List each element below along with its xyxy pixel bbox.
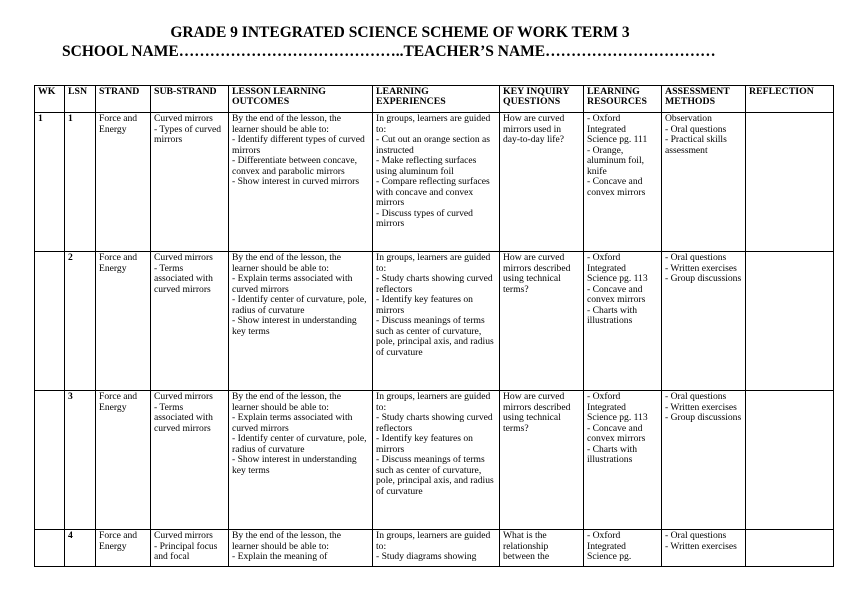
resources-cell-line: - Concave and convex mirrors: [587, 283, 646, 305]
table-row: [35, 113, 834, 252]
table-header-row: [35, 86, 834, 113]
substrand-cell: [151, 530, 229, 567]
column-header-sub-strand: SUB-STRAND: [151, 86, 229, 113]
assessment-cell-line: - Oral questions: [665, 391, 727, 402]
column-header-lsn: LSN: [65, 86, 96, 113]
outcomes-cell-line: By the end of the lesson, the learner should be able to:: [232, 113, 341, 135]
resources-cell-line: - Charts with illustrations: [587, 443, 638, 465]
outcomes-cell: [229, 113, 373, 252]
inquiry-questions-cell: What is the relationship between the: [500, 530, 584, 567]
document-title: GRADE 9 INTEGRATED SCIENCE SCHEME OF WORK TERM 3: [170, 24, 630, 41]
column-header-learning-experiences: LEARNING EXPERIENCES: [373, 86, 500, 113]
assessment-cell-line: - Group discussions: [665, 412, 742, 423]
experiences-cell-line: - Study charts showing curved reflectors: [376, 412, 493, 434]
experiences-cell-line: - Discuss meanings of terms such as center of curvature, pole, principal axis, and radius of curvature: [376, 315, 494, 358]
column-header-reflection: REFLECTION: [746, 86, 834, 113]
resources-cell-line: - Oxford Integrated Science pg. 111: [587, 113, 648, 145]
column-header-assessment-methods: ASSESSMENT METHODS: [662, 86, 746, 113]
resources-cell-line: - Oxford Integrated Science pg. 113: [587, 252, 648, 284]
experiences-cell-line: In groups, learners are guided to:: [376, 113, 491, 135]
assessment-cell: [662, 391, 746, 530]
substrand-cell: [151, 391, 229, 530]
outcomes-cell-line: By the end of the lesson, the learner should be able to:: [232, 391, 341, 413]
substrand-cell-line: - Terms associated with curved mirrors: [154, 401, 213, 434]
outcomes-cell-line: - Differentiate between concave, convex and parabolic mirrors: [232, 155, 358, 177]
column-header-lesson-learning-outcomes: LESSON LEARNING OUTCOMES: [229, 86, 373, 113]
resources-cell-line: - Charts with illustrations: [587, 304, 638, 326]
experiences-cell-line: In groups, learners are guided to:: [376, 391, 491, 413]
outcomes-cell-line: - Explain the meaning of: [232, 551, 328, 562]
outcomes-cell: [229, 530, 373, 567]
experiences-cell-line: In groups, learners are guided to:: [376, 530, 491, 552]
table-row: [35, 530, 834, 567]
lesson-cell: 3: [65, 391, 96, 530]
assessment-cell-line: Observation: [665, 113, 712, 124]
reflection-cell: [746, 391, 834, 530]
substrand-cell-line: - Terms associated with curved mirrors: [154, 262, 213, 295]
lesson-cell: 2: [65, 252, 96, 391]
assessment-cell: [662, 252, 746, 391]
column-header-learning-resources: LEARNING RESOURCES: [584, 86, 662, 113]
experiences-cell-line: - Discuss meanings of terms such as center of curvature, pole, principal axis, and radius of curvature: [376, 454, 494, 497]
strand-cell: Force and Energy: [96, 391, 151, 530]
assessment-cell-line: - Written exercises: [665, 540, 737, 552]
assessment-cell-line: - Written exercises: [665, 401, 737, 413]
outcomes-cell: [229, 391, 373, 530]
reflection-cell: [746, 530, 834, 567]
resources-cell-line: - Concave and convex mirrors: [587, 176, 646, 198]
outcomes-cell-line: By the end of the lesson, the learner should be able to:: [232, 530, 341, 552]
experiences-cell: [373, 252, 500, 391]
experiences-cell-line: - Identify key features on mirrors: [376, 294, 473, 316]
assessment-cell: [662, 113, 746, 252]
substrand-cell: [151, 252, 229, 391]
substrand-cell-line: Curved mirrors: [154, 391, 213, 402]
experiences-cell-line: - Compare reflecting surfaces with concave and convex mirrors: [376, 176, 490, 208]
assessment-cell-line: - Oral questions: [665, 123, 727, 135]
inquiry-questions-cell: How are curved mirrors used in day-to-day life?: [500, 113, 584, 252]
outcomes-cell-line: - Identify center of curvature, pole, radius of curvature: [232, 294, 367, 316]
lesson-cell: 1: [65, 113, 96, 252]
resources-cell: [584, 391, 662, 530]
strand-cell: Force and Energy: [96, 530, 151, 567]
experiences-cell: [373, 113, 500, 252]
resources-cell: [584, 252, 662, 391]
substrand-cell-line: - Types of curved mirrors: [154, 123, 222, 145]
experiences-cell-line: - Study diagrams showing: [376, 551, 477, 562]
inquiry-questions-cell: How are curved mirrors described using technical terms?: [500, 391, 584, 530]
experiences-cell-line: - Make reflecting surfaces using aluminum foil: [376, 155, 477, 177]
strand-cell: Force and Energy: [96, 252, 151, 391]
strand-cell: Force and Energy: [96, 113, 151, 252]
substrand-cell-line: - Principal focus and focal: [154, 540, 218, 562]
outcomes-cell-line: - Show interest in curved mirrors: [232, 176, 360, 187]
experiences-cell-line: - Cut out an orange section as instructed: [376, 134, 491, 156]
assessment-cell-line: - Oral questions: [665, 252, 727, 263]
outcomes-cell-line: - Show interest in understanding key terms: [232, 454, 357, 476]
resources-cell: [584, 530, 662, 567]
substrand-cell-line: Curved mirrors: [154, 252, 213, 263]
week-cell: [35, 530, 65, 567]
outcomes-cell-line: - Identify different types of curved mirrors: [232, 134, 365, 156]
resources-cell-line: - Oxford Integrated Science pg. 113: [587, 391, 648, 423]
inquiry-questions-cell: How are curved mirrors described using technical terms?: [500, 252, 584, 391]
resources-cell-line: - Concave and convex mirrors: [587, 422, 646, 444]
column-header-wk: WK: [35, 86, 65, 113]
week-cell: [35, 252, 65, 391]
outcomes-cell-line: - Explain terms associated with curved mirrors: [232, 273, 353, 295]
experiences-cell-line: - Discuss types of curved mirrors: [376, 207, 473, 229]
column-header-strand: STRAND: [96, 86, 151, 113]
week-cell: [35, 391, 65, 530]
table-row: [35, 252, 834, 391]
table-row: [35, 391, 834, 530]
experiences-cell-line: - Identify key features on mirrors: [376, 433, 473, 455]
assessment-cell-line: - Group discussions: [665, 273, 742, 284]
reflection-cell: [746, 252, 834, 391]
outcomes-cell-line: - Identify center of curvature, pole, radius of curvature: [232, 433, 367, 455]
column-header-key-inquiry-questions: KEY INQUIRY QUESTIONS: [500, 86, 584, 113]
substrand-cell-line: Curved mirrors: [154, 113, 213, 124]
outcomes-cell-line: - Show interest in understanding key terms: [232, 315, 357, 337]
resources-cell-line: - Oxford Integrated Science pg.: [587, 530, 632, 562]
assessment-cell-line: - Written exercises: [665, 262, 737, 274]
experiences-cell: [373, 391, 500, 530]
assessment-cell-line: - Oral questions: [665, 530, 727, 541]
week-cell: 1: [35, 113, 65, 252]
resources-cell-line: - Orange, aluminum foil, knife: [587, 144, 645, 177]
document-subtitle: SCHOOL NAME……………………………………..TEACHER’S NAME……………………………: [62, 43, 716, 60]
outcomes-cell-line: By the end of the lesson, the learner should be able to:: [232, 252, 341, 274]
assessment-cell: [662, 530, 746, 567]
experiences-cell-line: - Study charts showing curved reflectors: [376, 273, 493, 295]
experiences-cell: [373, 530, 500, 567]
assessment-cell-line: - Practical skills assessment: [665, 134, 727, 156]
scheme-of-work-table: [34, 85, 834, 567]
experiences-cell-line: In groups, learners are guided to:: [376, 252, 491, 274]
lesson-cell: 4: [65, 530, 96, 567]
outcomes-cell-line: - Explain terms associated with curved mirrors: [232, 412, 353, 434]
substrand-cell-line: Curved mirrors: [154, 530, 213, 541]
outcomes-cell: [229, 252, 373, 391]
reflection-cell: [746, 113, 834, 252]
substrand-cell: [151, 113, 229, 252]
resources-cell: [584, 113, 662, 252]
